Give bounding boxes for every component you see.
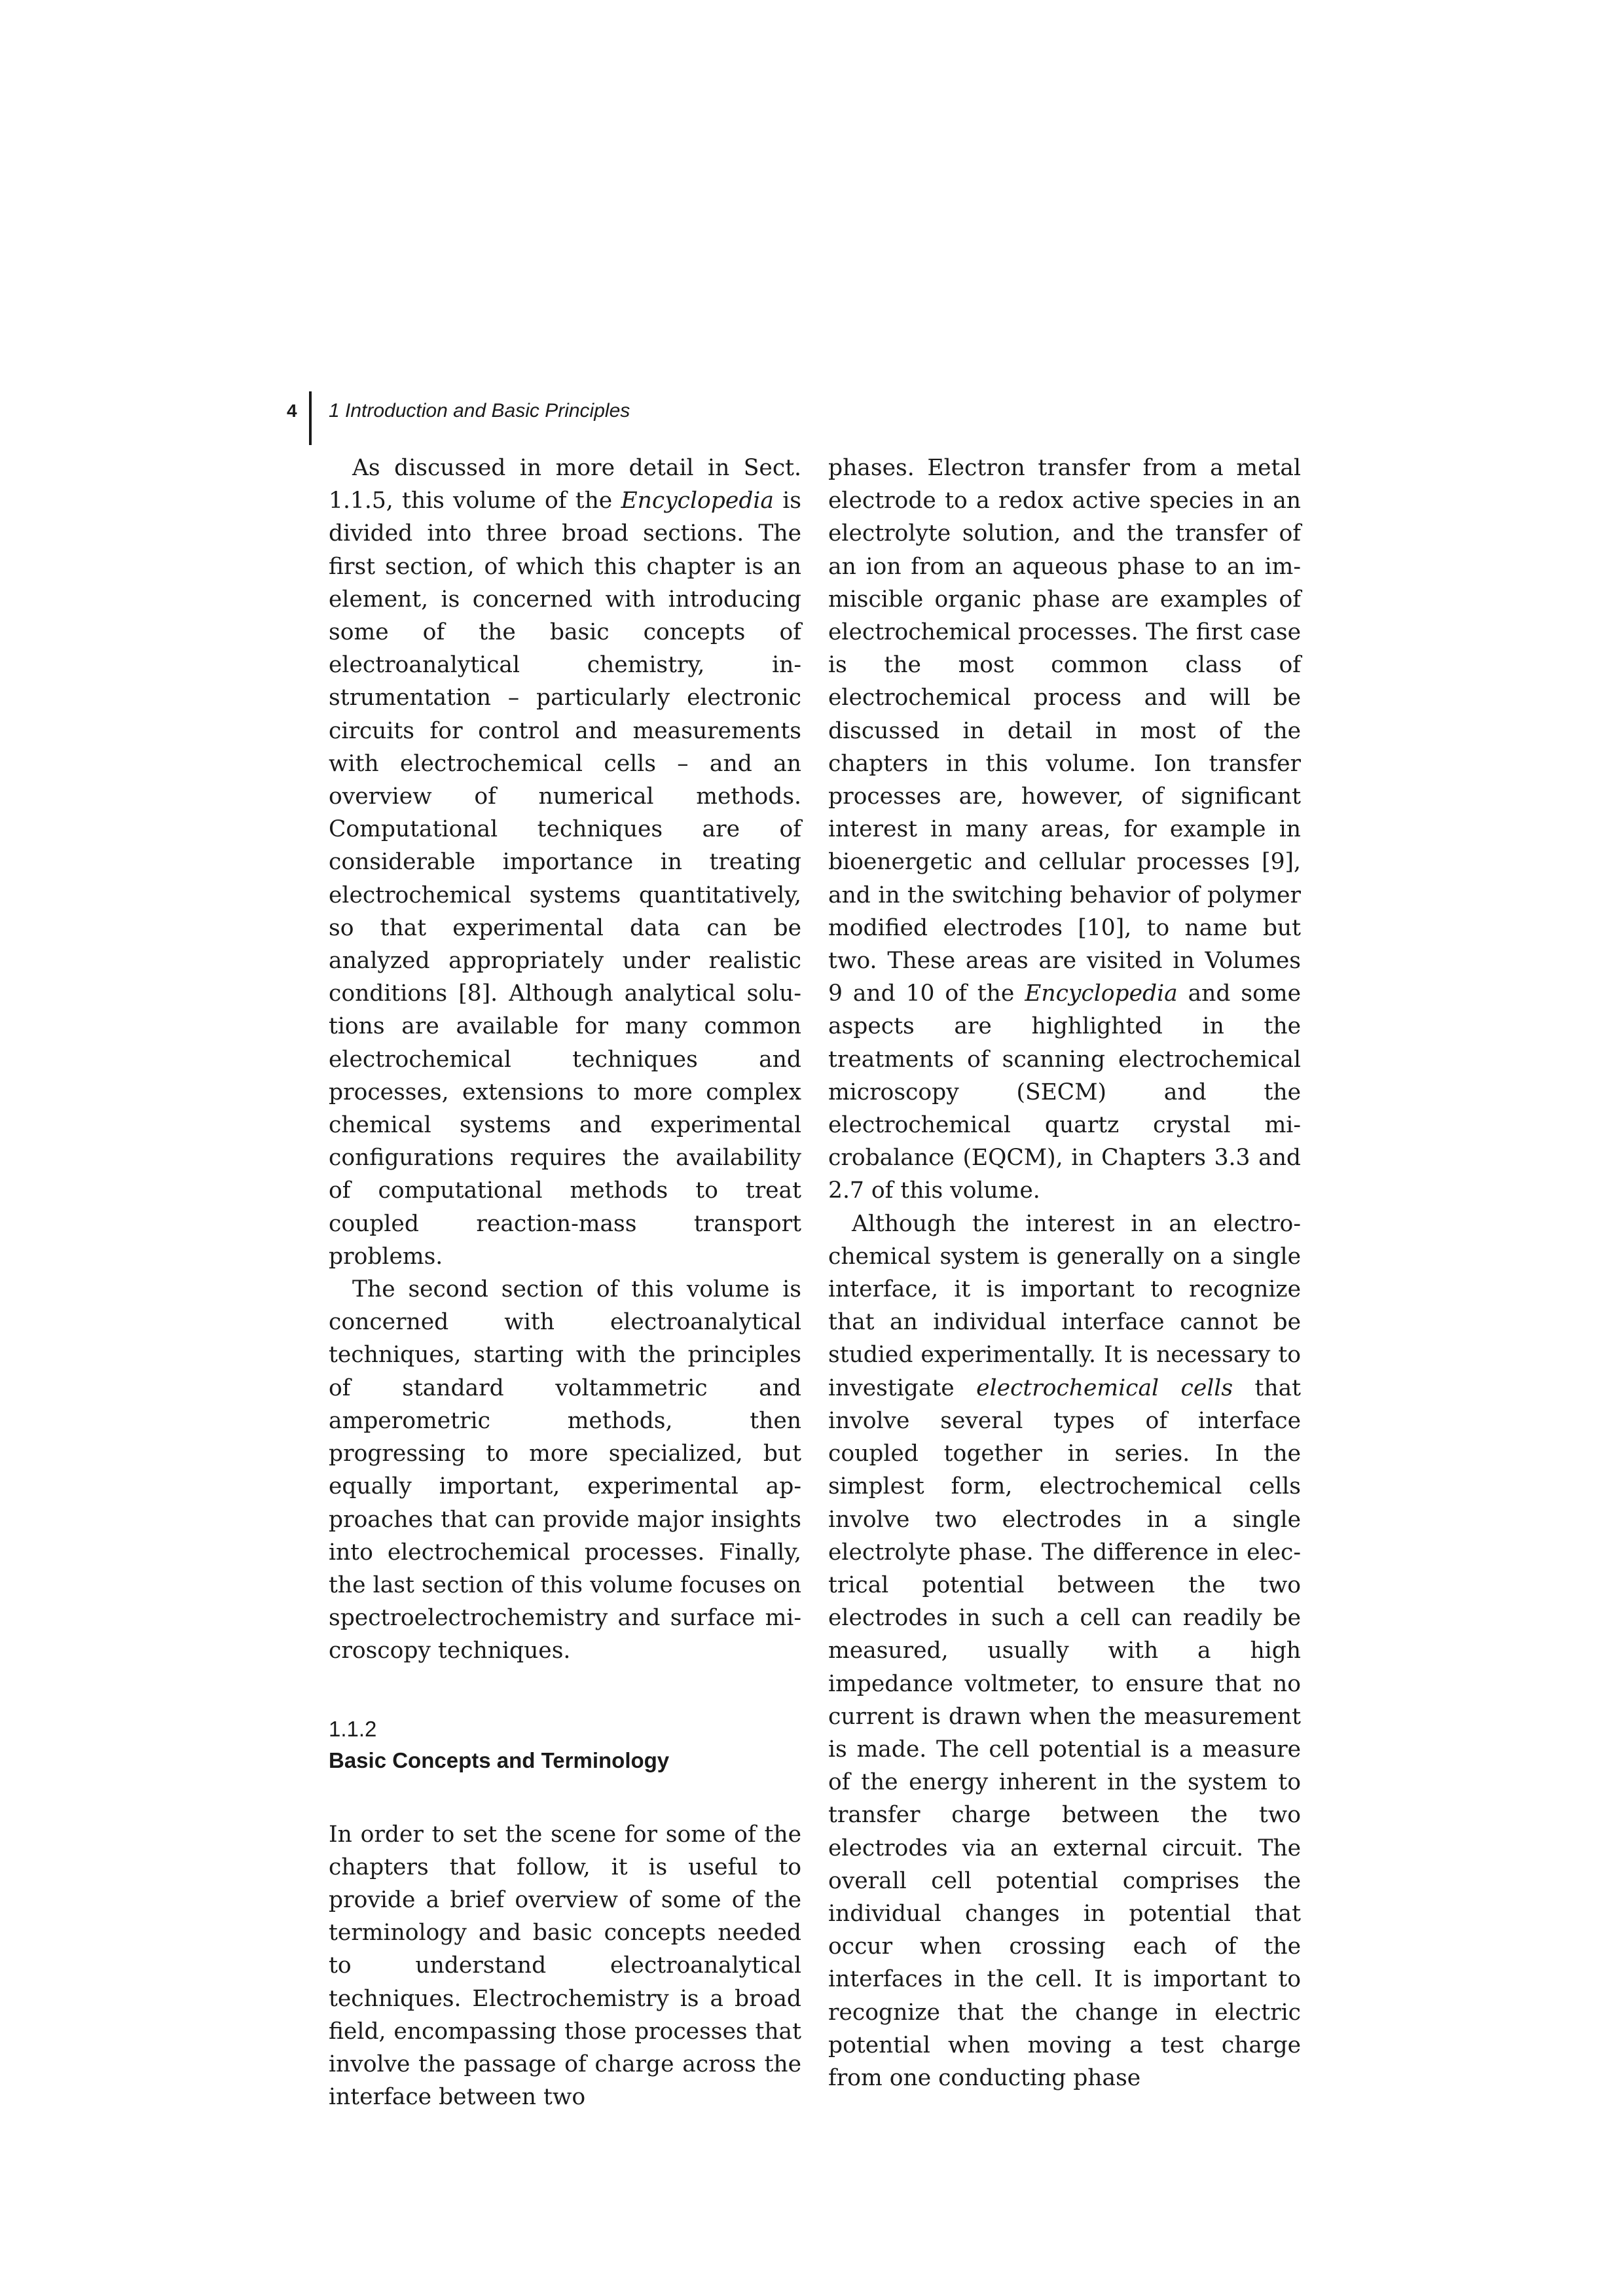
left-p1-emphasis: Encyclopedia bbox=[621, 488, 775, 514]
running-head: 1 Introduction and Basic Principles bbox=[329, 400, 630, 422]
right-p2-emphasis: electrochemical cells bbox=[976, 1374, 1233, 1401]
header-rule bbox=[309, 391, 312, 445]
left-p1-text-b: is divided into three broad sections. The first section, of which this chapter is an element, is concerned with introducing some of the basic concepts of electroanalytical chemistry, instrumentation – particularly electronic circuits for control and measurements with electrochemical cells – and an overview of numerical methods. Computational techniques are of considerable importance in treating electrochemical systems quantitatively, so that experimental data can be analyzed appropriately under realistic conditions [8]. Although analytical solutions are available for many common electrochemical techniques and processes, extensions to more complex chemical systems and experimental configurations requires the availability of computational methods to treat coupled reaction-mass transport problems. bbox=[329, 488, 801, 1270]
right-p1-text-b: and some aspects are highlighted in the treatments of scanning electrochemical microscopy (SECM) and the electrochemical quartz crystal microbalance (EQCM), in Chapters 3.3 and 2.7 of this volume. bbox=[828, 980, 1301, 1204]
left-column bbox=[329, 452, 801, 2113]
page-number: 4 bbox=[287, 401, 297, 421]
right-p1-text-a: phases. Electron transfer from a metal electrode to a redox active species in an electrolyte solution, and the transfer of an ion from an aqueous phase to an immiscible organic phase are examples of electrochemical processes. The first case is the most common class of electrochemical process and will be discussed in detail in most of the chapters in this volume. Ion transfer processes are, however, of significant interest in many areas, for example in bioenergetic and cellular processes [9], and in the switching behavior of polymer modified electrodes [10], to name but two. These areas are visited in Volumes 9 and 10 of the bbox=[828, 455, 1301, 1007]
right-paragraph-1 bbox=[828, 452, 1301, 1208]
left-p1-text-a: As discussed in more detail in Sect. 1.1.5, this volume of the bbox=[329, 455, 801, 514]
left-paragraph-3: In order to set the scene for some of the chapters that follow, it is useful to provide a brief overview of some of the terminology and basic concepts needed to understand electroanalytical techniques. Electrochemistry is a broad field, encompassing those processes that involve the passage of charge across the interface between two bbox=[329, 1821, 801, 2111]
left-paragraph-1 bbox=[329, 452, 801, 1273]
section-number: 1.1.2 bbox=[329, 1716, 377, 1741]
section-title: Basic Concepts and Terminology bbox=[329, 1748, 670, 1772]
section-heading bbox=[329, 1713, 801, 1776]
right-p2-text-b: that involve several types of interface coupled together in series. In the simplest form, electrochemical cells involve two electrodes in a single electrolyte phase. The difference in electrical potential between the two electrodes in such a cell can readily be measured, usually with a high impedance voltmeter, to ensure that no current is drawn when the measurement is made. The cell potential is a measure of the energy inherent in the system to transfer charge between the two electrodes via an external circuit. The overall cell potential comprises the individual changes in potential that occur when crossing each of the interfaces in the cell. It is important to recognize that the change in electric potential when moving a test charge from one conducting phase bbox=[828, 1374, 1301, 2091]
left-paragraph-2: The second section of this volume is concerned with electroanalytical techniques, starting with the principles of standard voltammetric and amperometric methods, then progressing to more specialized, but equally important, experimental approaches that can provide major insights into electrochemical processes. Finally, the last section of this volume focuses on spectroelectrochemistry and surface microscopy techniques. bbox=[329, 1276, 801, 1664]
right-paragraph-2 bbox=[828, 1208, 1301, 2094]
right-column bbox=[828, 452, 1301, 2094]
right-p2-text-a: Although the interest in an electrochemical system is generally on a single interface, it is important to recognize that an individual interface cannot be studied experimentally. It is necessary to investigate bbox=[828, 1210, 1301, 1401]
right-p1-emphasis: Encyclopedia bbox=[1025, 980, 1178, 1007]
